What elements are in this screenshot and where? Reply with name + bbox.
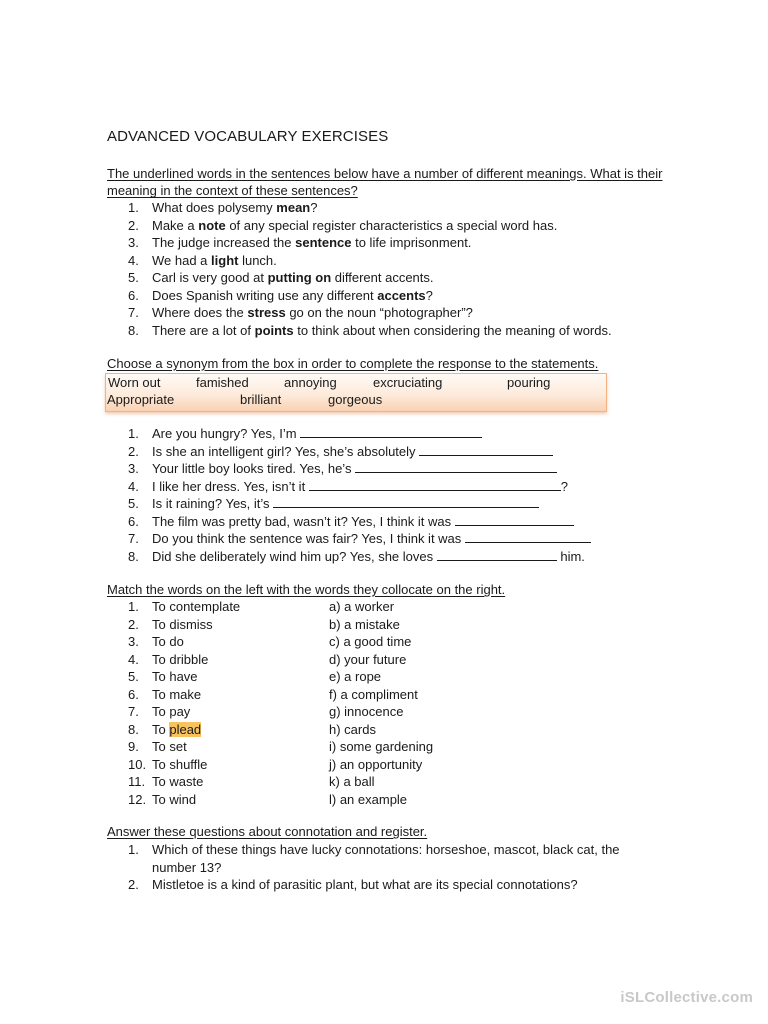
section2-heading: Choose a synonym from the box in order to complete the response to the statements. xyxy=(107,356,599,371)
answer-blank[interactable] xyxy=(455,514,574,526)
connotation-list xyxy=(128,841,652,894)
collocate-option: d) your future xyxy=(329,651,407,667)
collocate-option: c) a good time xyxy=(329,634,412,649)
collocate-option: h) cards xyxy=(329,721,376,737)
synonym-word: gorgeous xyxy=(328,392,383,407)
section1-heading: The underlined words in the sentences below have a number of different meanings. What is their meaning in the context of these sentences? xyxy=(107,166,663,199)
collocate-option: j) an opportunity xyxy=(329,756,423,772)
collocate-option: k) a ball xyxy=(329,774,375,789)
collocate-option: b) a mistake xyxy=(329,616,400,632)
highlighted-word: plead xyxy=(169,721,202,737)
synonym-word: annoying xyxy=(284,375,337,390)
synonym-word: Worn out xyxy=(108,375,161,390)
collocate-option: l) an example xyxy=(329,791,408,807)
synonym-word: excruciating xyxy=(373,375,443,390)
collocate-option: i) some gardening xyxy=(329,739,434,754)
collocate-option: f) a compliment xyxy=(329,686,418,702)
list-item: 1. Which of these things have lucky connotations: horseshoe, mascot, black cat, the number 13? xyxy=(128,842,620,875)
answer-blank[interactable] xyxy=(419,444,553,456)
synonym-word: brilliant xyxy=(240,392,282,407)
answer-blank[interactable] xyxy=(273,496,539,508)
synonym-box xyxy=(105,373,607,412)
synonym-word: Appropriate xyxy=(107,392,175,407)
page-title: ADVANCED VOCABULARY EXERCISES xyxy=(107,128,389,145)
answer-blank[interactable] xyxy=(309,479,561,491)
section3-heading: Match the words on the left with the words they collocate on the right. xyxy=(107,582,506,597)
answer-blank[interactable] xyxy=(437,549,557,561)
worksheet-page: ADVANCED VOCABULARY EXERCISES The underlined words in the sentences below have a number of different meanings. What is their meaning in the context of these sentences? 1. What does polysemy mean? 2. Make a note of any special register characteristics a special word has. 3. The judge increased the sentence to life imprisonment. 4. We had a light lunch. 5. Carl is very good at putting on different accents. 6. Does Spanish writing use any different accents? 7. Where does the stress go on the noun “photographer”? 8. There are a lot of points to think about when considering the meaning of words. Choose a synonym from the box in order to complete the response to the statements. Worn out famished annoying excruciating pouring Appropriate brilliant gorgeous 1. Are you hungry? Yes, I’m 2. Is she an intelligent girl? Yes, she’s absolutely 3. Your little boy looks tired. Yes, he’s 4. I like her dress. Yes, isn’t it ? 5. Is it raining? Yes, it’s 6. The film was pretty bad, wasn’t it? Yes, I think it was 7. Do you think the sentence was fair? Yes, I think it was 8. Did she deliberately wind him up? Yes, she loves him. Match the words on the left with the words they collocate on the right. 1. To contemplate a) a worker 2. To dismiss b) a mistake 3. To do c) a good time 4. To dribble d) your future 5. To have e) a rope 6. To make f) a compliment 7. To pay g) innocence 8. To plead h) cards 9. To set i) some gardening 10. To shuffle j) an opportunity 11. To waste k) a ball 12. To wind l) an example Answer these questions about connotation and register. 1. Which of these things have lucky connotations: horseshoe, mascot, black cat, the number 13? 2. Mistletoe is a kind of parasitic plant, but what are its special connotations? iSLCollective.com xyxy=(107,128,753,1006)
answer-blank[interactable] xyxy=(300,426,482,438)
watermark-logo: iSLCollective.com xyxy=(620,989,753,1006)
answer-blank[interactable] xyxy=(355,461,557,473)
collocate-option: g) innocence xyxy=(329,704,404,719)
answer-blank[interactable] xyxy=(465,531,591,543)
synonym-word: famished xyxy=(196,375,249,390)
list-item: 2. Mistletoe is a kind of parasitic plant, but what are its special connotations? xyxy=(128,877,578,892)
collocate-option: e) a rope xyxy=(329,669,382,684)
collocate-option: a) a worker xyxy=(329,599,395,614)
section4-heading: Answer these questions about connotation and register. xyxy=(107,824,428,839)
synonym-word: pouring xyxy=(507,375,551,390)
